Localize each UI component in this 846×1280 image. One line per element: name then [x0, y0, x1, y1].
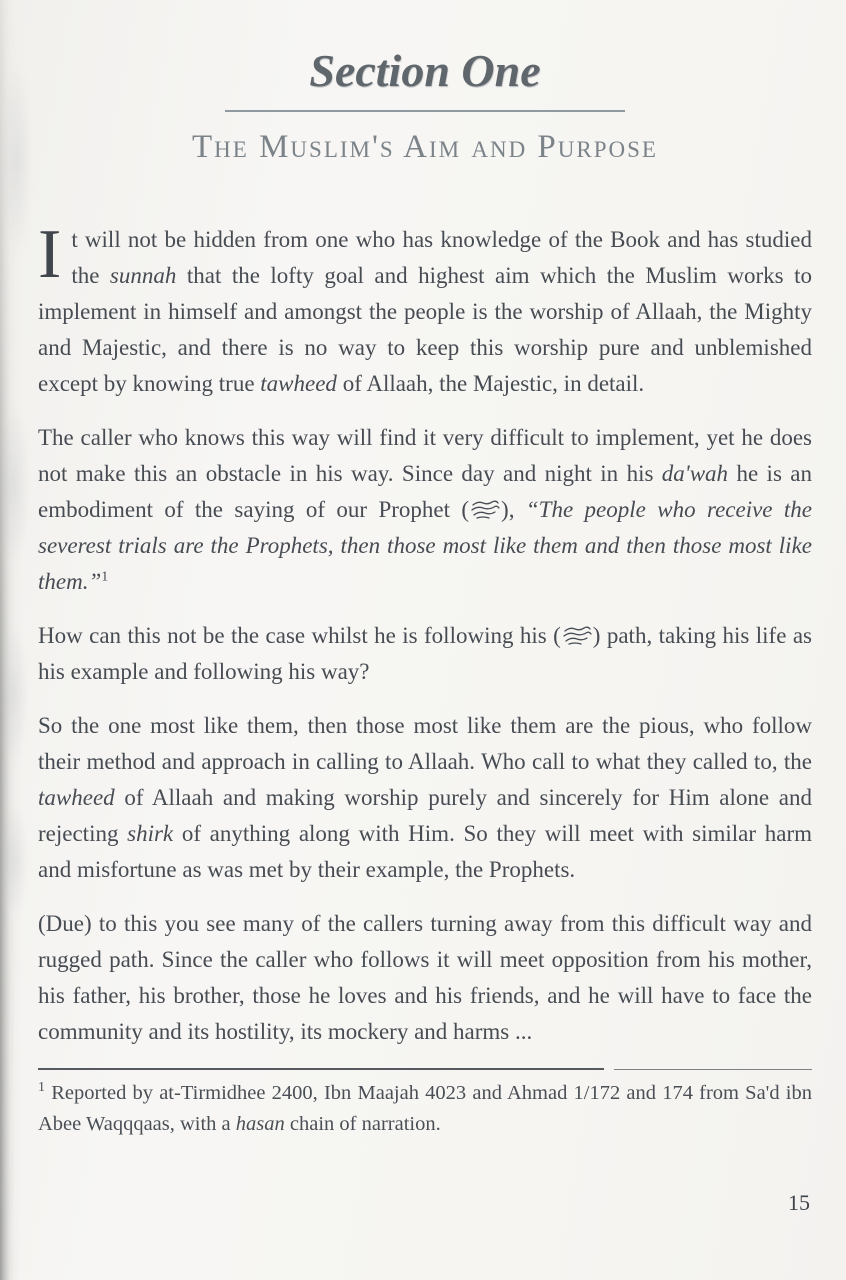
section-label: Section One: [309, 45, 541, 96]
body-paragraph: [38, 708, 812, 888]
page-number: 15: [788, 1190, 810, 1215]
paragraph-text: The caller who knows this way will find it very difficult to implement, yet he does not make this an obstacle in his way. Since day and night in his da'wah he is an embodiment of the saying of our Prophet ( ), “The people who receive the severest trials are the Prophets, then those most like them and then those most like them.”$^1$: [38, 425, 812, 594]
chapter-title: The Muslim's Aim and Purpose: [192, 129, 658, 165]
drop-cap: I: [38, 216, 62, 293]
body-paragraph: [38, 618, 812, 690]
footnote-divider: [38, 1068, 812, 1070]
footnote-divider-segment: [614, 1069, 812, 1070]
footnote: [38, 1078, 812, 1140]
footnote-text: Reported by at-Tirmidhee 2400, Ibn Maajah 4023 and Ahmad 1/172 and 174 from Sa'd ibn Abee Waqqqaas, with a hasan chain of narration.: [38, 1082, 812, 1135]
footnote-divider-segment: [38, 1068, 604, 1070]
sallallahu-alayhi-wasallam-icon: [470, 500, 500, 520]
paragraph-text: (Due) to this you see many of the callers turning away from this difficult way and rugged path. Since the caller who follows it will meet opposition from his mother, his father, his brother, those he loves and his friends, and he will have to face the community and its hostility, its mockery and harms ...: [38, 911, 812, 1044]
sallallahu-alayhi-wasallam-icon: [562, 626, 592, 646]
paragraph-text: t will not be hidden from one who has knowledge of the Book and has studied the sunnah that the lofty goal and highest aim which the Muslim works to implement in himself and amongst the people is the worship of Allaah, the Mighty and Majestic, and there is no way to keep this worship pure and unblemished except by knowing true tawheed of Allaah, the Majestic, in detail.: [38, 227, 812, 396]
chapter-header: [38, 0, 812, 168]
body-paragraph: [38, 420, 812, 600]
footnote-area: [38, 1068, 812, 1140]
title-divider: [225, 110, 625, 112]
paragraph-text: So the one most like them, then those most like them are the pious, who follow their method and approach in calling to Allaah. Who call to what they called to, the tawheed of Allaah and making worship purely and sincerely for Him alone and rejecting shirk of anything along with Him. So they will meet with similar harm and misfortune as was met by their example, the Prophets.: [38, 713, 812, 882]
body-text: [38, 216, 812, 1050]
body-paragraph: [38, 216, 812, 402]
paragraph-text: How can this not be the case whilst he is following his ( ) path, taking his life as his example and following his way?: [38, 623, 812, 684]
footnote-marker: 1: [38, 1080, 45, 1096]
body-paragraph: [38, 906, 812, 1050]
